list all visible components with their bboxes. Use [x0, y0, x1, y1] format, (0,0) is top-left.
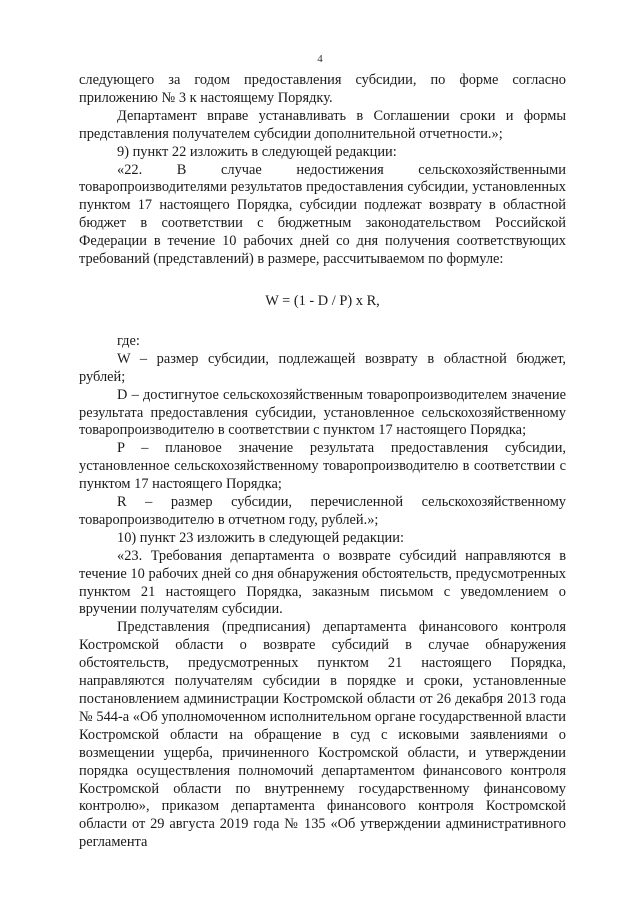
paragraph: где: — [117, 332, 140, 349]
page-number: 4 — [317, 53, 323, 65]
definition-d: D – достигнутое сельскохозяйственным товаропроизводителем значение результата предоставления субсидии, установленное сельскохозяйственному товаропроизводителю в соответствии с пунктом 17 настоящего Порядка; — [79, 386, 566, 439]
paragraph: 9) пункт 22 изложить в следующей редакции: — [117, 143, 397, 160]
paragraph: Представления (предписания) департамента финансового контроля Костромской области о возврате субсидий в случае обнаружения обстоятельств, предусмотренных пунктом 21 настоящего Порядка, направляются получателям субсидии в порядке и сроки, установленные постановлением администрации Костромской области от 26 декабря 2013 года № 544-а «Об уполномоченном исполнительном органе государственной власти Костромской области на обращение в суд с исковыми заявлениями о возмещении ущерба, причиненного Костромской области, и утверждении порядка осуществления полномочий департаментом финансового контроля Костромской области по внутреннему государственному финансовому контролю», приказом департамента финансового контроля Костромской области от 29 августа 2019 года № 135 «Об утверждении административного регламента — [79, 619, 566, 851]
definition-p: P – плановое значение результата предоставления субсидии, установленное сельскохозяйственному товаропроизводителю в соответствии с пунктом 17 настоящего Порядка; — [79, 440, 566, 493]
definition-r: R – размер субсидии, перечисленной сельскохозяйственному товаропроизводителю в отчетном году, рублей.»; — [79, 494, 566, 528]
paragraph: следующего за годом предоставления субсидии, по форме согласно приложению № 3 к настоящему Порядку. — [79, 72, 566, 106]
paragraph: «22. В случае недостижения сельскохозяйственными товаропроизводителями результатов предоставления субсидии, установленных пунктом 17 настоящего Порядка, субсидии подлежат возврату в областной бюджет в соответствии с бюджетным законодательством Российской Федерации в течение 10 рабочих дней со дня получения соответствующих требований (представлений) в размере, рассчитываемом по формуле: — [79, 161, 566, 268]
paragraph: Департамент вправе устанавливать в Соглашении сроки и формы представления получателем субсидии дополнительной отчетности.»; — [79, 107, 566, 142]
document-body — [79, 72, 566, 852]
formula: W = (1 - D / P) x R, — [265, 292, 380, 309]
paragraph: 10) пункт 23 изложить в следующей редакции: — [117, 529, 404, 546]
definition-w: W – размер субсидии, подлежащей возврату в областной бюджет, рублей; — [79, 350, 566, 385]
paragraph: «23. Требования департамента о возврате субсидий направляются в течение 10 рабочих дней со дня обнаружения обстоятельств, предусмотренных пунктом 21 настоящего Порядка, заказным письмом с уведомлением о вручении получателям субсидии. — [79, 547, 566, 618]
